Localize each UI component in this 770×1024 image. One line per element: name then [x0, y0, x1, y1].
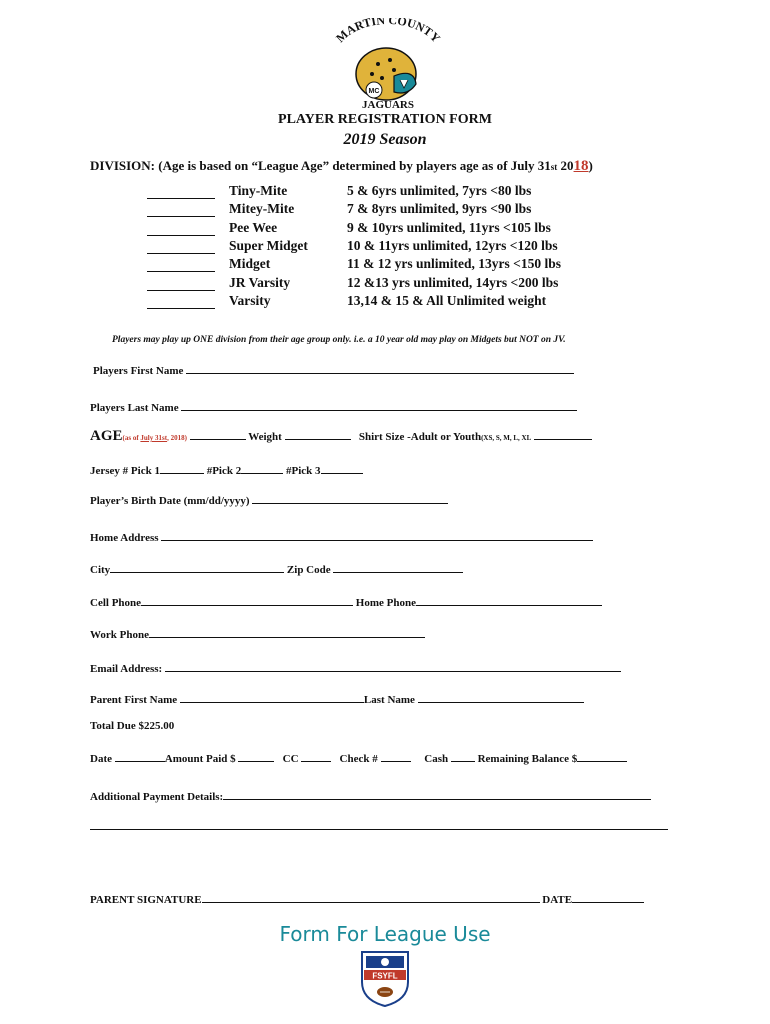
weight-label: Weight	[248, 431, 282, 443]
league-badge	[358, 948, 412, 1008]
division-rule: 12 &13 yrs unlimited, 14yrs <200 lbs	[347, 274, 559, 290]
season-title: 2019 Season	[343, 131, 427, 148]
parent-last-label: Last Name	[363, 694, 415, 706]
home-phone-label: Home Phone	[355, 597, 416, 609]
division-rule: 10 & 11yrs unlimited, 12yrs <120 lbs	[347, 237, 558, 253]
home-address-label: Home Address	[90, 532, 159, 544]
weight-field[interactable]	[285, 428, 351, 440]
division-rule: 13,14 & 15 & All Unlimited weight	[347, 292, 547, 308]
parent-last-field[interactable]	[418, 691, 584, 703]
work-phone-label: Work Phone	[90, 629, 149, 641]
division-note: Players may play up ONE division from their age group only. i.e. a 10 year old may play on Midgets but NOT on JV.	[112, 335, 566, 345]
parent-first-label: Parent First Name	[90, 694, 178, 706]
division-name: Varsity	[229, 292, 271, 308]
parent-name-row	[90, 691, 584, 706]
signature-row	[90, 891, 644, 906]
email-label: Email Address:	[90, 663, 163, 675]
cc-label: CC	[282, 753, 299, 765]
phone-row	[90, 594, 602, 609]
signature-field[interactable]	[202, 891, 540, 903]
city-field[interactable]	[110, 561, 284, 573]
division-row	[147, 238, 558, 254]
zip-field[interactable]	[333, 561, 463, 573]
city-label: City	[90, 564, 111, 576]
jersey3-label: #Pick 3	[285, 465, 321, 477]
division-suffix: st	[550, 162, 558, 172]
date-label: Date	[90, 753, 112, 765]
email-field[interactable]	[165, 660, 621, 672]
league-use-title: Form For League Use	[279, 922, 491, 946]
first-name-row	[93, 362, 574, 377]
division-select-blank[interactable]	[147, 202, 215, 217]
division-select-blank[interactable]	[147, 184, 215, 199]
home-phone-field[interactable]	[416, 594, 602, 606]
division-select-blank[interactable]	[147, 257, 215, 272]
division-row	[147, 201, 531, 217]
division-year-start: 20	[557, 158, 574, 173]
age-label: AGE	[90, 428, 123, 444]
last-name-label: Players Last Name	[90, 402, 179, 414]
payment-row	[90, 750, 627, 765]
age-note-close: , 2018)	[167, 434, 187, 442]
division-rule: 7 & 8yrs unlimited, 9yrs <90 lbs	[347, 201, 532, 217]
division-close: )	[588, 158, 593, 173]
league-badge-text: FSYFL	[372, 971, 398, 981]
birth-row	[90, 492, 448, 507]
home-address-row	[90, 529, 593, 544]
cell-phone-field[interactable]	[141, 594, 353, 606]
division-name: Tiny-Mite	[229, 183, 288, 198]
division-rule: 9 & 10yrs unlimited, 11yrs <105 lbs	[347, 219, 551, 235]
jersey2-field[interactable]	[241, 462, 283, 474]
additional-label: Additional Payment Details:	[90, 791, 224, 803]
division-select-blank[interactable]	[147, 221, 215, 236]
cash-label: Cash	[424, 753, 449, 765]
sig-date-label: DATE	[542, 894, 573, 906]
additional-field[interactable]	[223, 788, 651, 800]
remaining-label: Remaining Balance $	[477, 753, 578, 765]
additional-field-2[interactable]	[90, 818, 668, 830]
division-select-blank[interactable]	[147, 276, 215, 291]
division-heading	[90, 158, 593, 175]
shirt-sizes: (XS, S, M, L, XL	[481, 434, 532, 442]
division-select-blank[interactable]	[147, 294, 215, 309]
logo	[328, 18, 448, 110]
cell-phone-label: Cell Phone	[90, 597, 142, 609]
age-note-date: July 31st	[140, 434, 168, 442]
division-name: Mitey-Mite	[229, 201, 295, 217]
signature-label: PARENT SIGNATURE	[90, 894, 202, 906]
check-field[interactable]	[381, 750, 411, 762]
svg-text:MARTIN COUNTY	[333, 18, 443, 45]
last-name-row	[90, 399, 577, 414]
date-field[interactable]	[115, 750, 165, 762]
division-label: DIVISION: (Age is based on “League Age” determined by players age as of July 31	[90, 158, 551, 173]
age-field[interactable]	[190, 428, 246, 440]
first-name-label: Players First Name	[93, 365, 184, 377]
division-name: Midget	[229, 256, 271, 272]
form-title: PLAYER REGISTRATION FORM	[278, 112, 492, 127]
additional-row-2	[90, 818, 668, 833]
age-note-open: (as of	[122, 434, 141, 442]
division-row	[147, 220, 551, 236]
work-phone-row	[90, 626, 425, 641]
email-row	[90, 660, 621, 675]
shirt-label: Shirt Size -Adult or Youth	[358, 431, 482, 443]
last-name-field[interactable]	[181, 399, 577, 411]
cash-field[interactable]	[451, 750, 475, 762]
check-label: Check #	[339, 753, 378, 765]
birth-label: Player’s Birth Date (mm/dd/yyyy)	[90, 495, 250, 507]
amount-paid-field[interactable]	[238, 750, 274, 762]
logo-badge-text: MC	[368, 88, 380, 95]
division-row	[147, 275, 558, 291]
parent-first-field[interactable]	[180, 691, 364, 703]
division-name: Pee Wee	[229, 219, 278, 235]
division-name: Super Midget	[229, 237, 308, 253]
jersey2-label: #Pick 2	[206, 465, 242, 477]
division-rule: 11 & 12 yrs unlimited, 13yrs <150 lbs	[347, 256, 561, 272]
total-due: Total Due $225.00	[90, 720, 175, 732]
logo-top-text: MARTIN COUNTY	[333, 18, 444, 46]
jersey3-field[interactable]	[321, 462, 363, 474]
division-select-blank[interactable]	[147, 239, 215, 254]
sig-date-field[interactable]	[572, 891, 644, 903]
division-year-end: 18	[573, 158, 589, 174]
shirt-field[interactable]	[534, 428, 592, 440]
jersey1-label: Jersey # Pick 1	[90, 465, 160, 477]
age-row	[90, 428, 592, 445]
remaining-field[interactable]	[577, 750, 627, 762]
cc-field[interactable]	[301, 750, 331, 762]
division-row	[147, 256, 561, 272]
division-row	[147, 293, 546, 309]
jersey-row	[90, 462, 363, 477]
additional-row	[90, 788, 651, 803]
city-row	[90, 561, 463, 576]
division-rule: 5 & 6yrs unlimited, 7yrs <80 lbs	[347, 183, 532, 198]
jersey1-field[interactable]	[160, 462, 204, 474]
division-name: JR Varsity	[229, 274, 291, 290]
logo-bottom-text: JAGUARS	[362, 99, 414, 110]
first-name-field[interactable]	[186, 362, 574, 374]
work-phone-field[interactable]	[149, 626, 425, 638]
amount-paid-label: Amount Paid $	[164, 753, 236, 765]
home-address-field[interactable]	[161, 529, 593, 541]
zip-label: Zip Code	[286, 564, 331, 576]
division-row	[147, 183, 531, 199]
birth-field[interactable]	[252, 492, 448, 504]
